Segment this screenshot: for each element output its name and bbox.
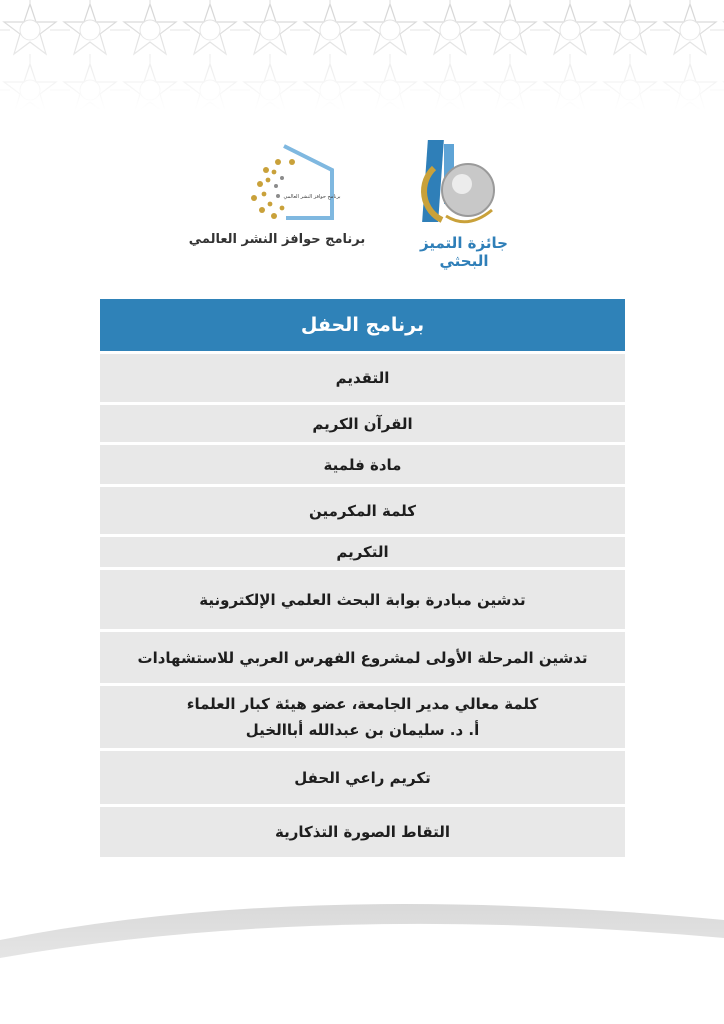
program-item: [100, 405, 625, 442]
program-item-text: أ. د. سليمان بن عبدالله أباالخيل: [245, 721, 480, 739]
program-item: [100, 537, 625, 567]
program-item: [100, 570, 625, 629]
decorative-pattern: [0, 0, 724, 110]
program-item: [100, 632, 625, 683]
publishing-program-name: برنامج حوافز النشر العالمي: [188, 232, 366, 247]
program-item-text: تدشين المرحلة الأولى لمشروع الفهرس العربي للاستشهادات: [137, 648, 588, 667]
program-item-text: تدشين مبادرة بوابة البحث العلمي الإلكترونية: [199, 590, 526, 609]
program-item-text: كلمة المكرمين: [309, 501, 417, 520]
program-item-text: التقاط الصورة التذكارية: [274, 823, 451, 841]
publishing-emblem-caption: برنامج حوافز النشر العالمي: [283, 194, 341, 200]
program-item: [100, 487, 625, 534]
program-item-text: تكريم راعي الحفل: [294, 768, 431, 787]
research-award-logo: [398, 138, 530, 270]
program-item: [100, 445, 625, 484]
program-item-text: القرآن الكريم: [312, 414, 413, 433]
program-item-text: التقديم: [335, 369, 390, 387]
publishing-program-logo: [188, 140, 366, 252]
program-item-text: مادة فلمية: [323, 455, 402, 474]
program-item-text: التكريم: [336, 543, 389, 561]
ceremony-program: [100, 299, 625, 860]
program-title: برنامج الحفل: [100, 299, 625, 351]
program-item: [100, 751, 625, 804]
footer-wave: [0, 880, 724, 1024]
research-award-name: جائزة التميز البحثي: [420, 234, 508, 270]
program-item: [100, 807, 625, 857]
program-item: [100, 686, 625, 748]
program-item: [100, 354, 625, 402]
program-item-text: كلمة معالي مدير الجامعة، عضو هيئة كبار العلماء: [186, 695, 539, 713]
award-emblem-icon: [398, 138, 530, 238]
publishing-emblem-icon: [232, 140, 342, 220]
